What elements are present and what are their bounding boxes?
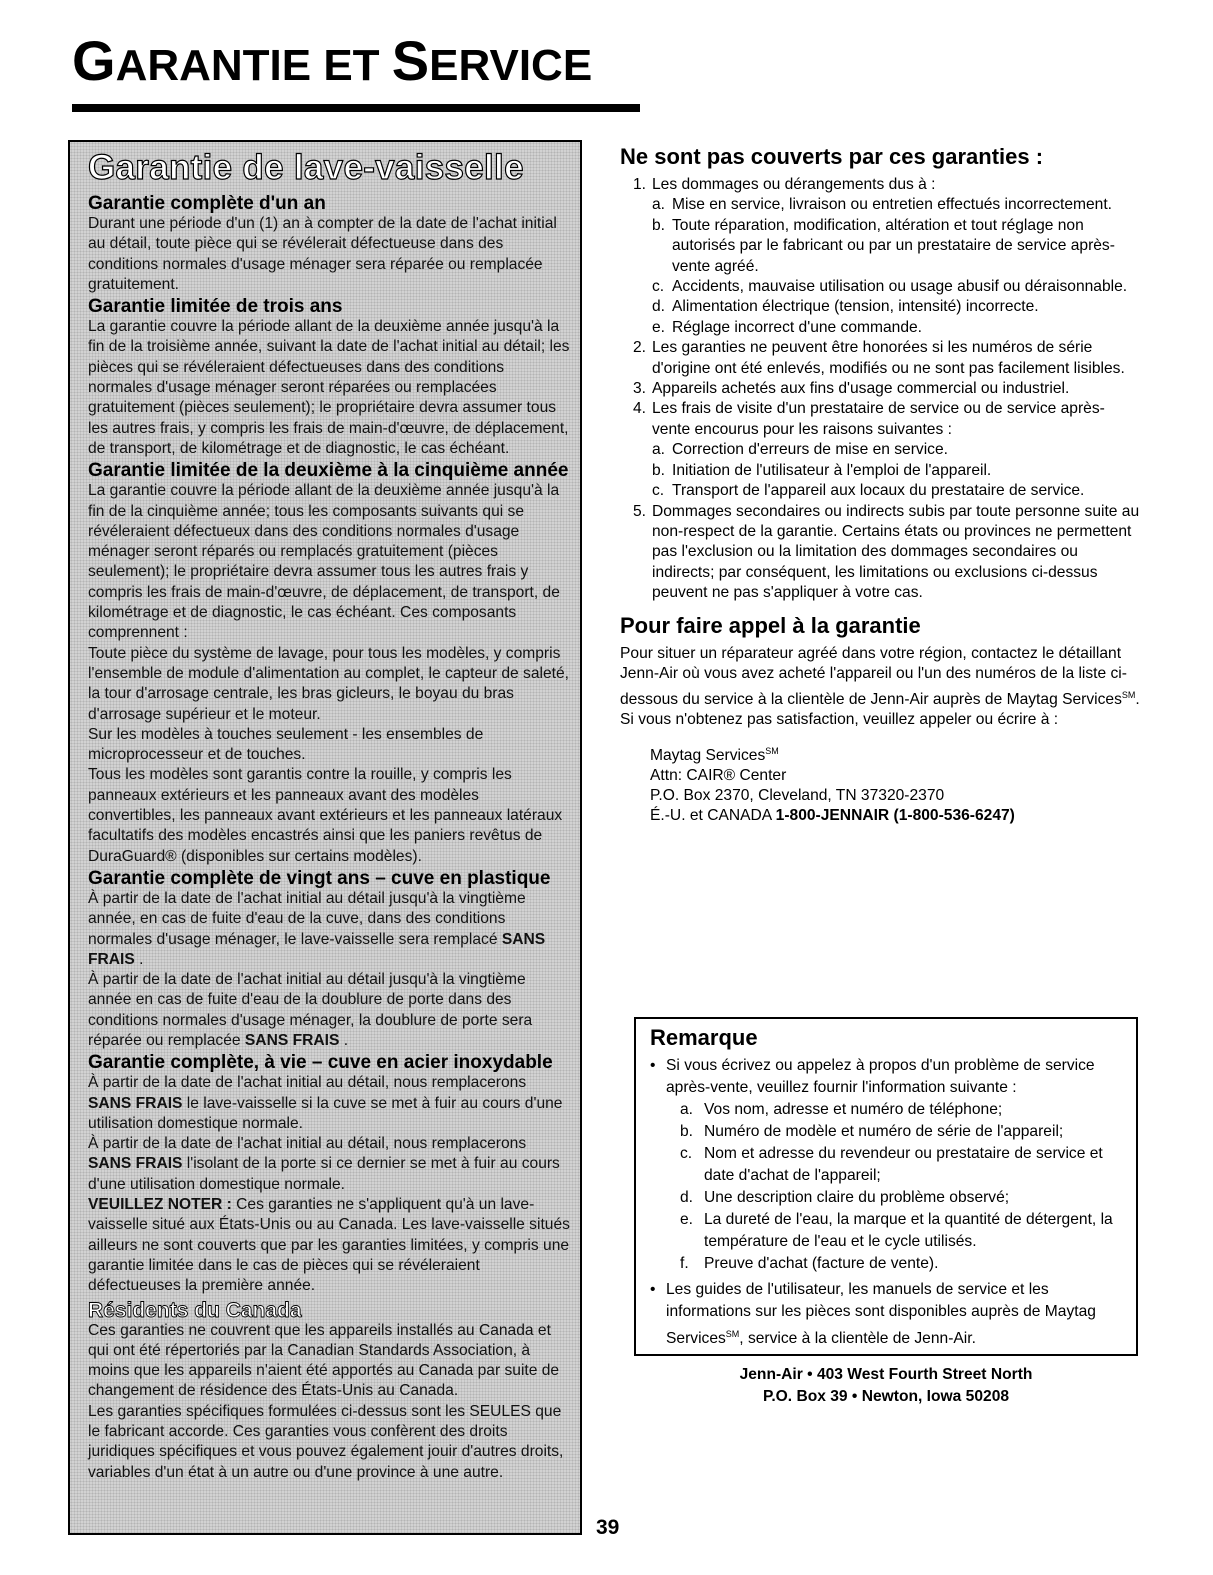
sub-list-letter: b. [652,461,666,479]
canada-heading: Résidents du Canada [88,1298,302,1322]
sub-list-text: Alimentation électrique (tension, intensité) incorrecte. [672,298,1039,316]
canada-paragraph: Les garanties spécifiques formulées ci-dessus sont les SEULES que le fabricant accorde. Ces garanties vous confèrent des droits juridiques spécifiques et vous pouvez également jouir d'autres droits, variables d'un état à un autre ou d'une province à une autre. [88,1402,564,1481]
sub-list-item [652,277,1140,297]
address-line: P.O. Box 2370, Cleveland, TN 37320-2370 [650,786,945,804]
sub-list-text: Transport de l'appareil aux locaux du prestataire de service. [672,482,1085,500]
list-item [620,399,1140,501]
sub-list-letter: c. [680,1145,693,1162]
service-mark: SM [765,745,779,756]
sub-list-item [652,216,1140,277]
list-body [652,175,1140,338]
section-heading: Garantie limitée de la deuxième à la cinquième année [88,460,569,482]
sub-list-letter: b. [680,1123,694,1140]
panel-title: Garantie de lave-vaisselle [88,148,524,187]
remarque-bullet [650,1055,1122,1099]
service-text: Pour situer un réparateur agréé dans votre région, contactez le détaillant Jenn-Air où vous avez acheté l'appareil ou l'un des numéros de la liste ci-dessous du service à la clientèle de Jenn-Air auprès de Maytag Services [620,644,1127,708]
sub-list-letter: d. [652,298,666,316]
bullet-text: Si vous écrivez ou appelez à propos d'un problème de service après-vente, veuillez fournir l'information suivante : [666,1057,1095,1096]
title-part: ARANTIE ET [115,41,392,90]
remarque-sub-item [680,1143,1122,1187]
sub-list-text: Initiation de l'utilisateur à l'emploi de l'appareil. [672,461,992,479]
section-heading: Garantie limitée de trois ans [88,296,343,318]
footer-line: Jenn-Air • 403 West Fourth Street North [739,1366,1033,1383]
sub-list-text: Une description claire du problème observé; [704,1189,1010,1206]
remarque-sub-item [680,1099,1122,1121]
list-text: Les frais de visite d'un prestataire de service ou de service après-vente encourus pour les raisons suivantes : [652,400,1105,438]
sub-list-text: Toute réparation, modification, altération et tout réglage non autorisés par le fabricant ou par un prestataire de service après-vente agréé. [672,216,1115,275]
emphasis-text: SANS FRAIS [240,1031,344,1049]
address-line [650,741,1140,766]
bullet-icon: • [650,1057,656,1074]
warranty-panel [68,140,582,1535]
list-number: 1. [632,176,646,193]
section-heading: Garantie complète de vingt ans – cuve en plastique [88,867,551,889]
sub-list-letter: d. [680,1189,694,1206]
phone-number: 1-800-JENNAIR (1-800-536-6247) [775,806,1015,824]
page-title [72,28,592,93]
section-paragraph: Sur les modèles à touches seulement - les ensembles de microprocesseur et de touches. [88,725,484,764]
remarque-bullet [650,1279,1122,1350]
footer-line: P.O. Box 39 • Newton, Iowa 50208 [762,1388,1010,1405]
sub-list-item [652,440,1140,460]
sub-list-letter: c. [652,482,665,500]
paragraph-text: À partir de la date de l'achat initial au détail, nous remplacerons [88,1074,527,1092]
sub-list-item [652,297,1140,317]
warranty-sections [88,194,570,1195]
section-paragraph: Durant une période d'un (1) an à compter de la date de l'achat initial au détail, toute pièce qui se révélerait défectueuse dans des conditions normales d'usage ménager sera réparée ou remplacée gratuitement. [88,215,557,293]
sub-list-text: Preuve d'achat (facture de vente). [704,1255,939,1272]
sub-list-letter: f. [680,1255,689,1272]
not-covered-list [620,175,1140,604]
list-number: 5. [632,502,646,520]
service-mark: SM [725,1329,740,1339]
paragraph-text: À partir de la date de l'achat initial au détail, nous remplacerons [88,1135,527,1153]
service-paragraph [620,644,1140,731]
list-number: 3. [632,380,646,398]
section-heading: Garantie complète d'un an [88,193,326,214]
paragraph-text: À partir de la date de l'achat initial au détail jusqu'à la vingtième année en cas de fuite d'eau de la doublure de porte dans des conditions normales d'usage ménager, la doublure de porte sera réparée ou remplacée [88,971,533,1049]
section-paragraph: Toute pièce du système de lavage, pour tous les modèles, y compris l'ensemble de module d'alimentation au complet, le capteur de saleté, la tour d'arrosage centrale, les bras gicleurs, le boyau du bras d'arrosage supérieur et le moteur. [88,644,569,723]
paragraph-text: le lave-vaisselle si la cuve se met à fuir au cours d'une utilisation domestique normale. [88,1094,563,1132]
list-text: Dommages secondaires ou indirects subis par toute personne suite au non-respect de la garantie. Certains états ou provinces ne permettent pas l'exclusion ou la limitation des dommages secondaires ou indirects; par conséquent, les limitations ou exclusions ci-dessus peuvent ne pas s'appliquer à votre cas. [652,502,1140,602]
paragraph-text: À partir de la date de l'achat initial au détail jusqu'à la vingtième année, en cas de fuite d'eau de la cuve, dans des conditions normales d'usage ménager, le lave-vaisselle sera remplacé [88,889,526,948]
service-heading: Pour faire appel à la garantie [620,612,921,638]
list-body [652,399,1140,501]
section-heading: Garantie complète, à vie – cuve en acier inoxydable [88,1052,553,1074]
list-text: Les garanties ne peuvent être honorées si les numéros de série d'origine ont été enlevés, modifiés ou ne sont pas facilement lisibles. [652,339,1125,377]
title-part: S [391,29,430,92]
remarque-sub-item [680,1121,1122,1143]
bullet-text-part: Les guides de l'utilisateur, les manuels de service et les informations sur les pièces sont disponibles auprès de Maytag Services [666,1281,1096,1348]
list-item [620,502,1140,604]
bullet-text [666,1279,1122,1350]
address-text: É.-U. et CANADA [650,806,776,824]
remarque-heading: Remarque [650,1025,758,1050]
address-text: Maytag Services [650,746,766,764]
section-paragraph: Tous les modèles sont garantis contre la rouille, y compris les panneaux extérieurs et les panneaux avant des modèles convertibles, les panneaux avant extérieurs et les panneaux latéraux facultatifs des modèles encastrés ainsi que les paniers revêtus de DuraGuard® (disponibles sur certains modèles). [88,766,563,865]
remarque-sub-item [680,1253,1122,1275]
bullet-icon: • [650,1281,656,1298]
bullet-text-part: , service à la clientèle de Jenn-Air. [739,1330,976,1348]
sub-list-letter: e. [680,1211,694,1228]
not-covered-heading: Ne sont pas couverts par ces garanties : [620,144,1044,169]
section-paragraph [88,1134,570,1195]
sub-list-letter: a. [652,196,666,214]
sub-list-text: Correction d'erreurs de mise en service. [672,441,948,459]
service-address [650,741,1140,826]
sub-list-text: Réglage incorrect d'une commande. [672,318,923,336]
list-item [620,379,1140,399]
remarque-box [634,1017,1138,1356]
paragraph-text: . [139,950,144,968]
sub-list-letter: c. [652,278,665,296]
address-line: Attn: CAIR® Center [650,766,787,784]
list-item [620,338,1140,379]
sub-list-letter: a. [652,441,666,459]
list-body [652,338,1140,379]
sub-list-text: Nom et adresse du revendeur ou prestataire de service et date d'achat de l'appareil; [704,1145,1103,1184]
sub-list-text: Mise en service, livraison ou entretien effectués incorrectement. [672,196,1113,214]
right-column [620,143,1140,826]
list-number: 4. [632,400,646,418]
remarque-sublist [650,1099,1122,1275]
note-text: Ces garanties ne s'appliquent qu'à un lave-vaisselle situé aux États-Unis ou au Canada. Les lave-vaisselle situés ailleurs ne sont couverts que par les garanties limitées, y compris une garantie limitée dans le cas de pièces qui se révéleraient défectueuses la première année. [88,1196,570,1295]
note-label: VEUILLEZ NOTER : [88,1196,232,1214]
footer-address [634,1364,1138,1408]
sub-list-text: Numéro de modèle et numéro de série de l'appareil; [704,1123,1064,1140]
section-paragraph: La garantie couvre la période allant de la deuxième année jusqu'à la fin de la cinquième année; tous les composants suivants qui se révéleraient défectueux dans des conditions normales d'usage ménager seront réparés ou remplacés gratuitement (pièces seulement); le propriétaire devra assumer tous les autres frais y compris les frais de main-d'œuvre, de déplacement, de transport, de kilométrage et de diagnostic, le cas échéant. Ces composants comprennent : [88,482,560,642]
emphasis-text: SANS FRAIS [88,1155,187,1173]
sub-list-item [652,318,1140,338]
title-part: ERVICE [429,41,593,90]
sub-list-item [652,481,1140,501]
canada-paragraph: Ces garanties ne couvrent que les appareils installés au Canada et qui ont été répertoriés par la Canadian Standards Association, à moins que les appareils n'aient été apportés au Canada par suite de changement de résidence des États-Unis au Canada. [88,1321,560,1400]
sub-list-item [652,461,1140,481]
service-mark: SM [1121,689,1136,700]
paragraph-text: . [343,1031,349,1049]
paragraph-text: l'isolant de la porte si ce dernier se met à fuir au cours d'une utilisation domestique normale. [88,1155,560,1193]
title-part: G [72,29,116,92]
emphasis-text: SANS FRAIS [88,1094,187,1112]
sub-list-letter: b. [652,216,666,234]
remarque-sub-item [680,1187,1122,1209]
sub-list-item [652,195,1140,215]
list-text: Les dommages ou dérangements dus à : [652,176,936,193]
list-body [652,502,1140,604]
emphasis-text: SANS FRAIS [88,930,546,968]
sub-list-text: Vos nom, adresse et numéro de téléphone; [704,1101,1003,1118]
title-rule [72,104,640,112]
section-paragraph [88,970,570,1051]
section-paragraph [88,889,570,970]
address-line [650,806,1140,826]
section-paragraph: La garantie couvre la période allant de la deuxième année jusqu'à la fin de la troisième année, suivant la date de l'achat initial au détail; les pièces qui se révéleraient défectueuses dans des conditions normales d'usage ménager seront réparées ou remplacées gratuitement (pièces seulement); le propriétaire devra assumer tous les autres frais, y compris les frais de main-d'œuvre, de déplacement, de transport, de kilométrage et de diagnostic, le cas échéant. [88,318,570,457]
page-number: 39 [596,1516,620,1539]
sub-list-letter: a. [680,1101,694,1118]
sub-list-text: La dureté de l'eau, la marque et la quantité de détergent, la température de l'eau et le cycle utilisés. [704,1211,1113,1250]
sub-list-text: Accidents, mauvaise utilisation ou usage abusif ou déraisonnable. [672,278,1128,296]
list-item [620,175,1140,338]
sub-list-letter: e. [652,318,666,336]
service-text: . Si vous n'obtenez pas satisfaction, veuillez appeler ou écrire à : [620,690,1140,729]
note-paragraph [88,1195,570,1296]
list-text: Appareils achetés aux fins d'usage commercial ou industriel. [652,380,1070,398]
section-paragraph [88,1073,570,1134]
remarque-sub-item [680,1209,1122,1253]
list-number: 2. [632,339,646,357]
list-body [652,379,1140,399]
